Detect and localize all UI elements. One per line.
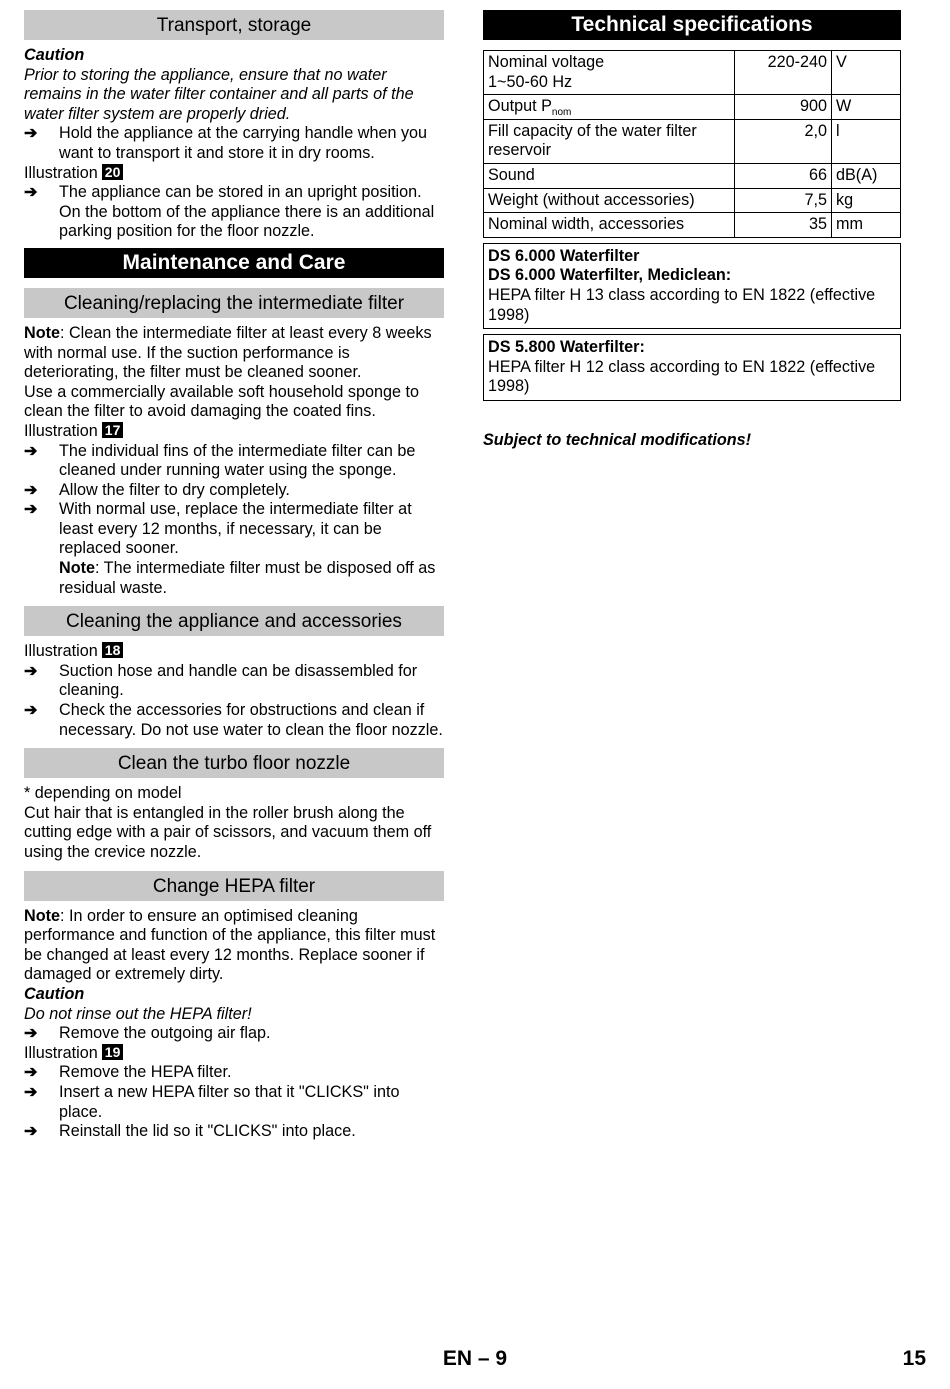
step-text: The appliance can be stored in an upright position. On the bottom of the appliance there is an additional parking position for the floor nozzle.: [59, 183, 435, 241]
arrow-icon: ➔: [24, 661, 38, 680]
spec-unit: V: [832, 51, 901, 95]
illustration-number: 20: [102, 164, 124, 180]
table-row: [484, 51, 901, 95]
modifications-note: Subject to technical modifications!: [483, 430, 752, 449]
step-text: Remove the HEPA filter.: [59, 1063, 232, 1082]
step-text: Insert a new HEPA filter so that it "CLICKS" into place.: [59, 1082, 400, 1121]
spec-unit: mm: [832, 213, 901, 238]
arrow-icon: ➔: [24, 701, 38, 720]
turbo-nozzle-heading: Clean the turbo floor nozzle: [24, 748, 444, 778]
caution-label: Caution: [24, 46, 85, 64]
appliance-heading: Cleaning the appliance and accessories: [24, 606, 444, 636]
footer-section-label: EN – 9: [442, 1347, 508, 1370]
arrow-icon: ➔: [24, 441, 38, 460]
step: [24, 183, 444, 242]
step: [24, 1083, 444, 1122]
table-row: [484, 119, 901, 163]
illustration-ref: Illustration 19: [24, 1044, 444, 1064]
illustration-ref: Illustration 17: [24, 422, 444, 442]
step: [24, 124, 444, 163]
step-text: Allow the filter to dry completely.: [59, 480, 290, 499]
step: [24, 442, 444, 481]
step: [24, 481, 444, 501]
caution-text: Prior to storing the appliance, ensure that no water remains in the water filter container and all parts of the water filter system are properly dried.: [24, 65, 414, 123]
paragraph: * depending on model: [24, 784, 182, 803]
arrow-icon: ➔: [24, 183, 38, 202]
intermediate-filter-heading: Cleaning/replacing the intermediate filter: [24, 288, 444, 318]
step-text: The individual fins of the intermediate filter can be cleaned under running water using the sponge.: [59, 441, 416, 480]
tech-specs-heading: Technical specifications: [483, 10, 901, 40]
maintenance-heading: Maintenance and Care: [24, 248, 444, 278]
step-text: With normal use, replace the intermediate filter at least every 12 months, if necessary, it can be replaced sooner.: [59, 500, 412, 558]
spec-label: Fill capacity of the water filter reservoir: [484, 119, 735, 163]
step-text: Remove the outgoing air flap.: [59, 1024, 271, 1043]
spec-label: Sound: [484, 163, 735, 188]
step-text: Reinstall the lid so it "CLICKS" into place.: [59, 1122, 356, 1141]
paragraph: Cut hair that is entangled in the roller brush along the cutting edge with a pair of scissors, and vacuum them off using the crevice nozzle.: [24, 803, 432, 861]
transport-heading: Transport, storage: [24, 10, 444, 40]
arrow-icon: ➔: [24, 500, 38, 519]
hepa-heading: Change HEPA filter: [24, 871, 444, 901]
page-number: 15: [902, 1347, 926, 1370]
spec-label: Output $P_{nom}$: [484, 95, 735, 120]
arrow-icon: ➔: [24, 1024, 38, 1043]
step: [24, 1122, 444, 1142]
caution-label: Caution: [24, 984, 85, 1003]
spec-value: 2,0: [735, 119, 832, 163]
illustration-ref: Illustration 20: [24, 164, 444, 184]
step: [24, 1024, 444, 1044]
note-paragraph: Note: Clean the intermediate filter at least every 8 weeks with normal use. If the suction performance is deteriorating, the filter must be cleaned sooner.: [24, 323, 432, 382]
spec-value: 900: [735, 95, 832, 120]
spec-label: Nominal voltage 1~50-60 Hz: [484, 51, 735, 95]
illustration-number: 18: [102, 642, 124, 658]
arrow-icon: ➔: [24, 1122, 38, 1141]
step: [24, 1063, 444, 1083]
step: [24, 701, 444, 740]
hepa-h13-box: DS 6.000 Waterfilter DS 6.000 Waterfilter, Mediclean: HEPA filter H 13 class according to EN 1822 (effective 1998): [483, 243, 901, 329]
right-column: [483, 10, 901, 451]
hepa-h12-box: DS 5.800 Waterfilter: HEPA filter H 12 class according to EN 1822 (effective 1998): [483, 334, 901, 401]
spec-value: 66: [735, 163, 832, 188]
spec-value: 7,5: [735, 188, 832, 213]
step: [24, 662, 444, 701]
illustration-ref: Illustration 18: [24, 642, 444, 662]
table-row: [484, 213, 901, 238]
caution-text: Do not rinse out the HEPA filter!: [24, 1004, 252, 1023]
spec-label: Nominal width, accessories: [484, 213, 735, 238]
table-row: [484, 163, 901, 188]
note-paragraph: Note: In order to ensure an optimised cleaning performance and function of the appliance, this filter must be changed at least every 12 months. Replace sooner if damaged or extremely dirty.: [24, 906, 436, 984]
step: ➔ With normal use, replace the intermediate filter at least every 12 months, if necessary, it can be replaced sooner. Note: The intermediate filter must be disposed off as residual waste.: [24, 500, 436, 597]
spec-value: 220-240: [735, 51, 832, 95]
step-text: Suction hose and handle can be disassembled for cleaning.: [59, 661, 418, 700]
table-row: [484, 95, 901, 120]
left-column: [24, 10, 444, 1142]
illustration-number: 19: [102, 1044, 124, 1060]
arrow-icon: ➔: [24, 480, 38, 499]
illustration-number: 17: [102, 422, 124, 438]
paragraph: Use a commercially available soft household sponge to clean the filter to avoid damaging the coated fins.: [24, 382, 420, 421]
arrow-icon: ➔: [24, 124, 38, 143]
spec-table: [483, 50, 901, 238]
spec-unit: dB(A): [832, 163, 901, 188]
spec-unit: W: [832, 95, 901, 120]
spec-unit: l: [832, 119, 901, 163]
arrow-icon: ➔: [24, 1063, 38, 1082]
spec-unit: kg: [832, 188, 901, 213]
spec-value: 35: [735, 213, 832, 238]
step-text: Check the accessories for obstructions and clean if necessary. Do not use water to clean the floor nozzle.: [59, 701, 443, 739]
spec-label: Weight (without accessories): [484, 188, 735, 213]
table-row: [484, 188, 901, 213]
arrow-icon: ➔: [24, 1082, 38, 1101]
step-text: Hold the appliance at the carrying handle when you want to transport it and store it in dry rooms.: [59, 124, 428, 162]
